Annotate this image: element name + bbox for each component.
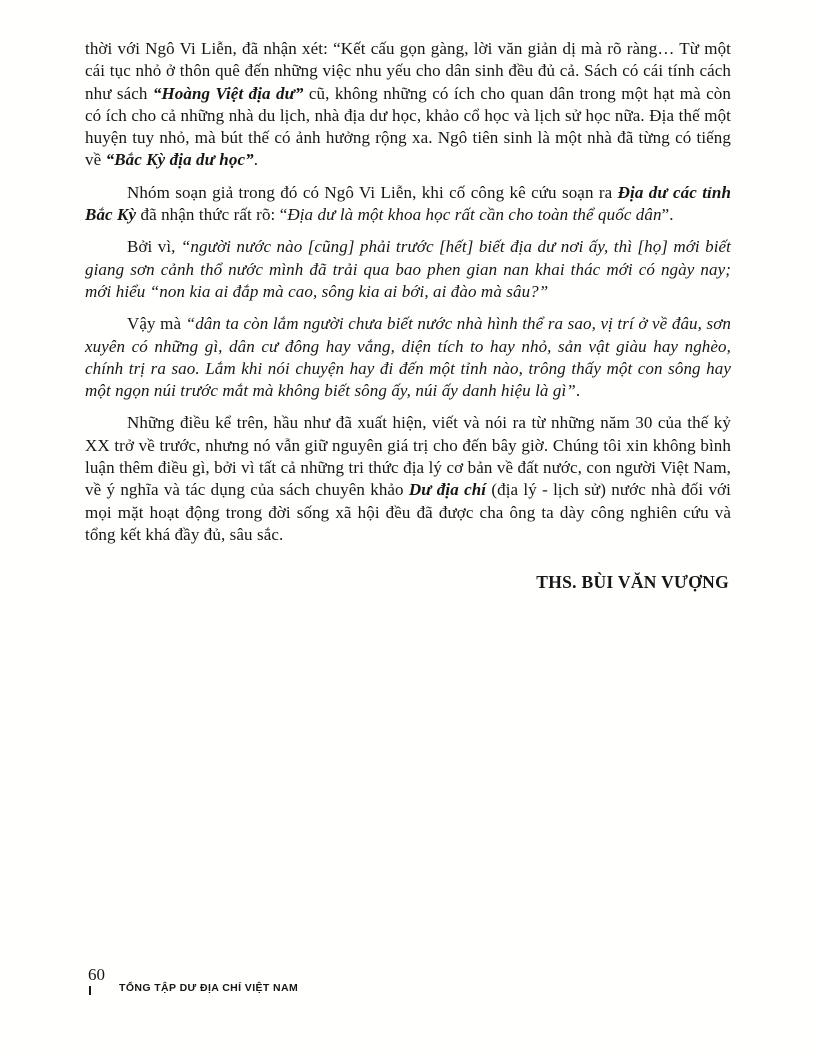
text-segment: .	[253, 150, 259, 170]
text-segment: đã nhận thức rất rõ: “	[136, 205, 288, 225]
text-segment: Địa dư các tỉnh Bắc Kỳ	[85, 182, 731, 225]
text-segment: Những điều kể trên, hầu như đã xuất hiện, viết và nói ra từ những năm 30 của thế kỷ XX trở về trước, nhưng nó vẫn giữ nguyên giá trị cho đến bây giờ. Chúng tôi xin không bình luận thêm điều gì, bởi vì tất cả những tri thức địa lý cơ bản về đất nước, con người Việt Nam, về ý nghĩa và tác dụng của sách chuyên khảo	[85, 413, 731, 500]
text-segment: ”.	[661, 205, 674, 225]
text-segment: “người nước nào [cũng] phải trước [hết] biết địa dư nơi ấy, thì [họ] mới biết giang sơn cảnh thổ nước mình đã trải qua bao phen gian nan khai thác mới có ngày nay; mới hiểu “non kia ai đắp mà cao, sông kia ai bới, ai đào mà sâu?”	[85, 237, 731, 301]
text-segment: “Bắc Kỳ địa dư học”	[105, 150, 254, 170]
page-footer	[88, 966, 298, 995]
text-segment: Bởi vì,	[127, 237, 181, 257]
text-segment: .	[575, 381, 581, 401]
text-segment: Vậy mà	[127, 314, 186, 334]
folio-tick-mark	[89, 986, 91, 995]
text-segment: Địa dư là một khoa học rất cần cho toàn thể quốc dân	[287, 205, 662, 225]
paragraph	[85, 412, 731, 546]
folio	[88, 966, 105, 995]
text-segment: “dân ta còn lắm người chưa biết nước nhà hình thể ra sao, vị trí ở về đâu, sơn xuyên có những gì, dân cư đông hay vắng, diện tích to hay nhỏ, sản vật giàu hay nghèo, chính trị ra sao. Lắm khi nói chuyện hay đi đến một tỉnh nào, trông thấy một con sông hay một ngọn núi trước mắt mà không biết sông ấy, núi ấy danh hiệu là gì”	[85, 314, 732, 401]
paragraphs	[85, 38, 731, 546]
text-segment: thời với Ngô Vi Liễn, đã nhận xét: “Kết cấu gọn gàng, lời văn giản dị mà rõ ràng… Từ một cái tục nhỏ ở thôn quê đến những việc nhu yếu cho dân sinh đều đủ cả. Sách có cái tính cách như sách	[85, 39, 731, 103]
body-text	[85, 38, 731, 593]
paragraph	[85, 182, 731, 227]
paragraph	[85, 313, 731, 402]
text-segment: cũ, không những có ích cho quan dân trong một hạt mà còn có ích cho cả những nhà du lịch, nhà địa dư học, khảo cổ học và lịch sử học nữa. Địa thế một huyện tuy nhỏ, mà bút thế có ảnh hưởng rộng xa. Ngô tiên sinh là một nhà đã từng có tiếng về	[85, 83, 731, 170]
paragraph	[85, 38, 731, 172]
author-signature: THS. BÙI VĂN VƯỢNG	[536, 572, 729, 593]
text-segment: “Hoàng Việt địa dư”	[152, 83, 304, 103]
paragraph	[85, 236, 731, 303]
text-segment: Dư địa chí	[408, 480, 487, 500]
running-title: TỔNG TẬP DƯ ĐỊA CHÍ VIỆT NAM	[119, 982, 299, 994]
text-segment: Nhóm soạn giả trong đó có Ngô Vi Liễn, khi cố công kê cứu soạn ra	[127, 182, 618, 202]
text-segment: (địa lý - lịch sử) nước nhà đối với mọi mặt hoạt động trong đời sống xã hội đều đã được cha ông ta dày công nghiên cứu và tổng kết khá đầy đủ, sâu sắc.	[85, 480, 731, 544]
page-number: 60	[88, 965, 105, 984]
